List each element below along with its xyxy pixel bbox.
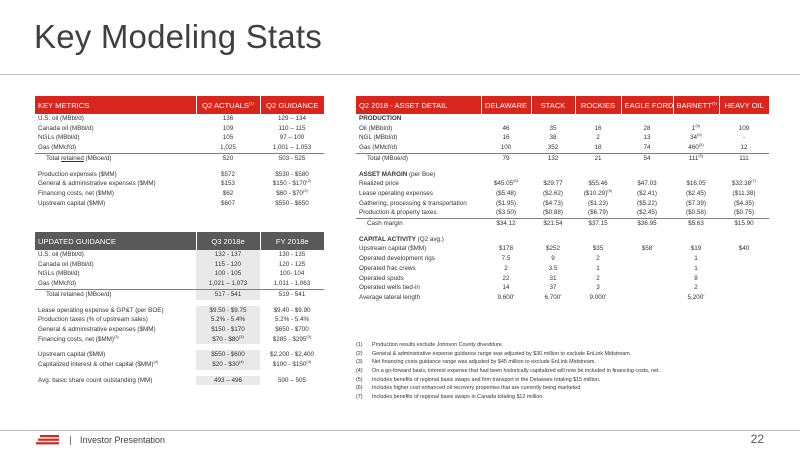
header-col: FY 2018e [260,232,324,250]
table-row [356,208,769,218]
value-cell: 9,000' [589,293,607,301]
row-label: Capitalized interest & other capital ($MM)$^{(4)}$ [38,360,159,369]
value-cell: 130 - 135 [278,251,306,258]
value-cell: 31 [549,274,557,282]
footnote-number: (5) [356,376,363,383]
empty-cell [673,170,719,180]
value-cell: 1$^{(5)}$ [691,123,701,132]
value-cell: ($10.29)$^{(6)}$ [583,188,613,197]
row-label: Gas (MMcf/d) [356,143,481,153]
value-cell: 46 [502,124,510,132]
footnote-ref: (4) [153,360,159,364]
footnote-number: (2) [356,350,363,357]
row-label: Production & property taxes [356,208,481,218]
updated-guidance-table [35,232,324,385]
value-cell [719,254,769,264]
value-cell: $19 [690,245,702,253]
row-label: General & administrative expenses ($MM) [38,325,156,333]
value-cell: 5.2% - 5.4% [274,316,310,324]
footnote-text: Net financing costs guidance range was adjusted by $45 million to exclude EnLink Midstream. [372,359,596,366]
total-row [356,219,769,229]
value-cell: 132 [547,154,559,162]
value-cell [621,274,673,284]
value-cell: ($2.45) [621,208,673,218]
value-cell: $252 [545,245,560,253]
value-cell: ($1.95) [496,199,516,207]
row-label: Financing costs, net ($MM)$^{(3)}$ [38,334,119,343]
table-row [35,376,324,386]
header-col: STACK [531,96,575,114]
value-cell: ($2.45) [686,189,706,197]
table-row [35,335,324,345]
value-cell: ($2.62) [543,189,563,197]
row-label: Total (MBoe/d) [367,154,408,162]
value-cell: 34$^{(5)}$ [690,133,702,142]
table-row [35,170,324,180]
value-cell: 1,011 - 1,063 [260,279,324,289]
value-cell: 493 – 496 [196,376,260,386]
value-cell: 111$^{(5)}$ [688,153,704,162]
footnote-text: General & administrative expense guidance range was adjusted by $30 million to exclude EnLink Midstream. [372,350,632,357]
value-cell: ($5.48) [496,189,516,197]
value-cell: 120 - 125 [278,260,306,268]
section-title: ASSET MARGIN (per Boe) [359,170,436,178]
header-col: HEAVY OIL [719,96,769,114]
row-label: Cash margin [367,220,403,228]
table-row [356,293,769,303]
value-cell: $29.77 [543,180,563,188]
value-cell: 1 [596,264,600,272]
row-label: Gas (MMcf/d) [35,143,196,153]
value-cell: $153 [220,180,235,188]
value-cell: 517 - 541 [196,289,260,299]
footnote [356,384,776,393]
value-cell: $550 - $600 [196,350,260,360]
value-cell: 12 [719,143,769,153]
value-cell: 503 - 525 [278,154,306,162]
footnote-ref: (6) [513,179,519,184]
footnote-ref: (3) [306,334,312,339]
footnote-number: (3) [356,359,363,366]
empty-cell [481,235,531,245]
value-cell: 14 [502,284,510,292]
row-label: U.S. oil (MBbl/d) [38,251,84,258]
row-label: Operated spuds [359,274,404,282]
table-row [356,189,769,199]
empty-cell [621,170,673,180]
empty-cell [531,170,575,180]
row-label: Upstream capital ($MM) [38,351,106,359]
footnote-number: (1) [356,342,363,349]
row-label: NGLs (MBbl/d) [38,134,80,142]
value-cell [719,264,769,274]
value-cell: $530 - $580 [275,170,309,178]
table-row [356,124,769,134]
empty-cell [719,170,769,180]
value-cell: ($0.58) [673,208,719,218]
value-cell: 115 - 120 [196,260,260,270]
table-row [356,283,769,293]
value-cell: ($5.22) [637,199,657,207]
row-label: Average lateral length [359,293,421,301]
section-title: CAPITAL ACTIVITY (Q2 avg.) [359,235,444,243]
table-row [356,143,769,153]
title-divider [0,74,800,75]
value-cell: $70 - $80$^{(3)}$ [196,335,260,345]
value-cell: $21.54 [543,220,563,228]
value-cell: ($4.35) [734,199,754,207]
row-label: Oil (MBbl/d) [359,124,393,132]
footnote-text: On a go-forward basis, interest expense that had been historically capitalized will now be included in financing costs, net. [372,368,660,375]
footnote-ref: (1) [248,99,254,105]
footnote-ref: (7) [751,179,757,184]
value-cell: $607 [220,199,235,207]
value-cell [621,254,673,264]
value-cell [719,274,769,284]
value-cell: 105 [222,134,234,142]
footnote-ref: (5) [697,133,702,138]
table-row [356,199,769,209]
table-row [35,289,324,299]
value-cell: $100 - $150$^{(4)}$ [272,360,312,369]
row-label: Upstream capital ($MM) [359,245,427,253]
value-cell: 3.5 [548,264,558,272]
table-row [356,133,769,143]
header-col: DELAWARE [481,96,531,114]
table-row [35,325,324,335]
empty-cell [673,114,719,124]
value-cell: ($2.41) [637,189,657,197]
value-cell: 1 [694,264,698,272]
footnote-ref: (4) [238,360,244,364]
value-cell: 1,021 – 1,073 [196,279,260,289]
value-cell: 1,025 [196,143,260,153]
value-cell: $178 [498,245,513,253]
value-cell: 79 [502,154,510,162]
value-cell: 136 [222,115,234,122]
value-cell: 2 [596,134,600,142]
header-col: EAGLE FORD [621,96,673,114]
table-row [35,199,324,209]
table-header [35,232,324,250]
header-label: Q2 2018 - ASSET DETAIL [356,96,481,114]
table-row [356,244,769,254]
value-cell: $2,200 - $2,400 [269,351,315,359]
value-cell: 35 [549,124,557,132]
value-cell: 38 [549,134,557,142]
empty-cell [531,114,575,124]
section-title-suffix: (Q2 avg.) [415,235,444,243]
value-cell: 100 [481,143,531,153]
value-cell [719,283,769,293]
value-cell: 500 – 505 [277,376,306,384]
footnote-ref: (6) [607,188,613,193]
value-cell: $20 - $30$^{(4)}$ [196,360,260,370]
table-row [35,189,324,199]
table-row [35,306,324,316]
value-cell: $150 - $170$^{(2)}$ [272,179,312,188]
value-cell: $9.40 - $9.90 [273,306,311,314]
value-cell: ($4.73) [543,199,563,207]
key-metrics-table [35,96,324,208]
value-cell: $150 - $170 [196,325,260,335]
table-row [356,264,769,274]
row-label: Lease operating expenses [359,189,433,197]
value-cell: ($0.75) [719,208,769,218]
value-cell: $550 - $650 [275,199,309,207]
value-cell: 18 [575,143,621,153]
header-col: Q3 2018e [196,232,260,250]
value-cell: 97 – 100 [279,134,305,142]
header-col: Q2 ACTUALS$^{(1)}$ [196,96,260,114]
table-row [356,254,769,264]
page-number: 22 [750,432,764,446]
value-cell: $650 - $700 [275,325,309,333]
value-cell: 2 [504,264,508,272]
value-cell: 8 [694,274,698,282]
table-row [35,179,324,189]
value-cell [621,264,673,274]
table-row [35,250,324,260]
header-col: BARNETT$^{(5)}$ [673,96,719,114]
total-row [35,153,324,163]
value-cell: 129 – 134 [277,115,306,122]
footnote-number: (6) [356,385,363,392]
footnotes [356,341,776,401]
value-cell: 2 [694,284,698,292]
row-label: NGL (MBbl/d) [359,134,398,142]
empty-cell [481,114,531,124]
value-cell: 54 [643,154,651,162]
footnote-ref: (5) [698,143,704,148]
capital-activity-title [356,235,769,245]
value-cell: 100 - 105 [196,269,260,279]
footnote-ref: (3) [113,334,119,339]
row-label: Operated development rigs [359,255,435,263]
footnote [356,341,776,350]
footnote-ref: (5) [698,153,704,158]
value-cell: ($11.38) [732,189,756,197]
value-cell: 5.2% - 5.4% [196,315,260,325]
header-col: ROCKIES [575,96,621,114]
value-cell: $45.05$^{(6)}$ [493,179,519,188]
footer-separator [70,436,71,445]
value-cell: ($7.39) [686,199,706,207]
page-title: Key Modeling Stats [34,18,322,55]
table-row [35,260,324,270]
value-cell [621,293,673,303]
value-cell: 2 [596,274,600,282]
value-cell: $5.63 [688,220,704,228]
value-cell: $40 [738,245,750,253]
table-row [35,124,324,134]
value-cell: 6,700' [544,293,562,301]
section-title: PRODUCTION [359,115,402,122]
row-label: Realized price [359,180,399,188]
footnote-ref: (5) [711,99,717,105]
row-label: Total retained (MBoe/d) [46,154,112,162]
row-label: Production taxes (% of upstream sales) [38,316,148,324]
value-cell: ($0.88) [531,208,575,218]
row-label: Lease operating expense & GP&T (per BOE) [38,306,164,314]
header-label: KEY METRICS [35,96,196,114]
value-cell: 74 [621,143,673,153]
value-cell: 1,001 – 1,053 [260,143,324,153]
value-cell: $47.03 [637,180,657,188]
value-cell: $32.38$^{(7)}$ [731,179,757,188]
value-cell: 111 [739,154,749,162]
table-row [356,274,769,284]
value-cell: 37 [549,284,557,292]
row-label: Canada oil (MBbl/d) [38,124,94,132]
value-cell: $16.05 [686,180,706,188]
footnote-text: Production results exclude Johnson County divestiture. [372,342,504,349]
value-cell: $60 - $70$^{(3)}$ [276,188,308,197]
section-title-suffix: (per Boe) [407,170,436,178]
total-row [356,153,769,163]
value-cell: $62 [222,189,234,197]
value-cell: ($3.50) [481,208,531,218]
row-label: Financing costs, net ($MM) [38,189,114,197]
table-row [35,279,324,289]
empty-cell [719,114,769,124]
value-cell: 519 - 541 [278,290,306,298]
value-cell: 13 [643,134,651,142]
value-cell: 109 [738,124,750,132]
value-cell: 110 – 115 [278,124,306,132]
table-row [35,143,324,153]
empty-cell [673,235,719,245]
footnote-ref: (3) [302,188,308,193]
row-label: Production expenses ($MM) [38,170,117,178]
row-label: Upstream capital ($MM) [38,199,106,207]
table-header [356,96,769,114]
table-row [35,269,324,279]
value-cell: 352 [531,143,575,153]
row-label: Gas (MMcf/d) [35,279,196,289]
table-row [35,350,324,360]
company-logo-icon [36,435,59,445]
value-cell: 16 [502,134,510,142]
value-cell: $37.15 [588,220,608,228]
footnote-text: Includes benefits of regional basis swaps and firm transport in the Delaware totaling $15 million. [372,376,601,383]
value-cell: 100- 104 [279,270,305,278]
empty-cell [575,114,621,124]
value-cell: 22 [502,274,510,282]
asset-detail-table [356,96,769,303]
value-cell: 7.5 [501,255,511,263]
value-cell: 16 [594,124,602,132]
footnote-ref: (4) [306,360,312,364]
value-cell: 132 - 137 [196,250,260,260]
header-col: Q2 GUIDANCE [260,96,324,114]
table-row [35,114,324,124]
production-title [356,114,769,124]
empty-cell [621,235,673,245]
value-cell: 9,600' [497,293,515,301]
value-cell: $34.12 [496,220,516,228]
row-label: General & administrative expenses ($MM) [38,180,156,188]
footnote [356,350,776,359]
value-cell: 2 [596,255,600,263]
value-cell: 1 [694,255,698,263]
empty-cell [481,170,531,180]
underlined-text: retained [61,154,84,162]
empty-cell [575,170,621,180]
footnote-text: Includes benefits of regional basis swaps in Canada totaling $12 million. [372,393,544,400]
empty-cell [531,235,575,245]
table-row [35,133,324,143]
value-cell: $36.95 [637,220,657,228]
table-row [356,179,769,189]
value-cell: - [742,134,746,142]
row-label: U.S. oil (MBbl/d) [38,115,84,122]
value-cell: $9.50 - $9.75 [196,306,260,316]
value-cell: $15.90 [734,220,754,228]
footnote-number: (4) [356,368,363,375]
footer-label: Investor Presentation [80,435,166,445]
value-cell: $55.46 [588,180,608,188]
asset-margin-title [356,170,769,180]
footnote-text: Includes higher cost enhanced oil recovery properties that are currently being marketed. [372,385,582,392]
row-label: Gathering, processing & transportation [359,199,467,207]
value-cell: ($1.23) [588,199,608,207]
value-cell: 520 [222,154,234,162]
empty-cell [719,235,769,245]
value-cell: ($6.79) [575,208,621,218]
empty-cell [621,114,673,124]
footnote [356,375,776,384]
footnote-ref: (3) [238,334,244,339]
header-label: UPDATED GUIDANCE [35,232,196,250]
row-label: Operated frac crews [359,264,416,272]
value-cell: $58 [641,245,653,253]
table-row [35,360,324,370]
value-cell: 3 [596,284,600,292]
row-label: Total retained (MBoe/d) [46,290,112,298]
value-cell: $285 - $295$^{(3)}$ [272,334,312,343]
footnote [356,393,776,402]
value-cell: $35 [592,245,604,253]
value-cell: 9 [551,255,555,263]
row-label: Operated wells tied-in [359,284,420,292]
value-cell: 21 [594,154,602,162]
table-header [35,96,324,114]
footnote-number: (7) [356,393,363,400]
footnote-ref: (2) [306,179,312,184]
footer-divider [0,430,800,431]
footnote [356,367,776,376]
value-cell: 5,200' [687,293,705,301]
row-label: NGLs (MBbl/d) [38,270,80,278]
table-row [35,315,324,325]
value-cell [621,283,673,293]
row-label: Canada oil (MBbl/d) [38,260,94,268]
value-cell: $572 [220,170,235,178]
value-cell: 28 [643,124,651,132]
footnote [356,358,776,367]
row-label: Avg. basic share count outstanding (MM) [38,376,153,384]
empty-cell [575,235,621,245]
value-cell [719,293,769,303]
footnote-ref: (5) [695,123,701,128]
value-cell: 109 [222,124,234,132]
value-cell: 460$^{(5)}$ [673,143,719,153]
